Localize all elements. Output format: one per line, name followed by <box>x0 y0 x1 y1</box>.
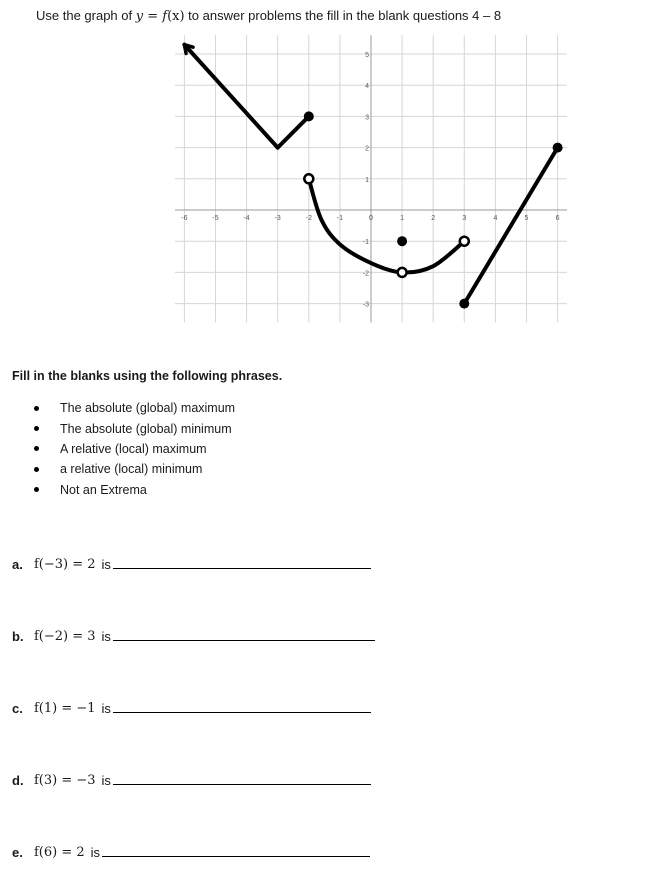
phrase-list <box>34 398 235 500</box>
y-tick-label: -3 <box>362 301 369 309</box>
answer-blank[interactable] <box>113 639 375 641</box>
phrase-item <box>34 480 235 500</box>
y-tick-label: 4 <box>365 83 369 91</box>
function-curve <box>309 176 465 273</box>
bullet-icon <box>34 446 39 451</box>
x-tick-label: -5 <box>212 215 219 222</box>
closed-point <box>459 299 469 309</box>
question-is: is <box>101 701 111 716</box>
question-b <box>12 629 375 644</box>
question-c <box>12 701 371 716</box>
y-tick-label: -1 <box>362 239 369 247</box>
bullet-icon <box>34 406 39 411</box>
x-tick-label: -3 <box>274 215 281 222</box>
graph-markers <box>184 45 562 309</box>
x-tick-label: -2 <box>305 215 312 222</box>
question-expression: f(−3) = 2 <box>34 557 96 572</box>
phrase-item <box>34 418 235 438</box>
phrase-item <box>34 459 235 479</box>
question-is: is <box>101 629 111 644</box>
open-point <box>398 268 407 277</box>
phrase-text: The absolute (global) maximum <box>60 401 236 416</box>
y-tick-label: 3 <box>365 114 369 122</box>
x-tick-label: 3 <box>462 215 467 222</box>
x-tick-label: 5 <box>524 215 529 222</box>
closed-point <box>304 111 314 121</box>
x-tick-label: -4 <box>243 215 250 222</box>
question-letter: d. <box>12 773 24 788</box>
x-tick-label: -6 <box>181 215 188 222</box>
answer-blank[interactable] <box>102 855 370 857</box>
intro-x: (x) <box>167 9 185 24</box>
x-tick-label: 0 <box>369 215 373 222</box>
phrase-text: A relative (local) maximum <box>60 441 207 456</box>
question-e <box>12 845 370 860</box>
function-curve <box>464 148 557 304</box>
question-a <box>12 557 371 572</box>
x-tick-label: 4 <box>493 215 498 222</box>
x-tick-label: 2 <box>431 215 436 222</box>
question-letter: a. <box>12 557 23 572</box>
question-is: is <box>90 845 101 860</box>
intro-f: f <box>162 9 168 24</box>
y-tick-label: 5 <box>365 52 369 59</box>
phrase-item <box>34 439 235 459</box>
question-letter: e. <box>12 845 23 860</box>
intro-prefix: Use the graph of <box>36 8 136 23</box>
question-expression: f(3) = −3 <box>34 773 96 788</box>
phrase-text: a relative (local) minimum <box>60 462 203 477</box>
y-tick-label: 1 <box>365 176 369 184</box>
closed-point <box>553 143 563 153</box>
intro-eq: = <box>143 9 163 24</box>
question-is: is <box>101 773 111 788</box>
question-expression: f(6) = 2 <box>34 845 85 860</box>
y-tick-label: -2 <box>362 270 369 278</box>
intro-suffix: to answer problems the fill in the blank questions 4 – 8 <box>184 8 502 23</box>
answer-blank[interactable] <box>113 711 371 713</box>
function-curve <box>184 45 277 148</box>
bullet-icon <box>34 487 39 492</box>
graph-tick-labels <box>181 52 559 309</box>
phrase-item <box>34 398 235 418</box>
answer-blank[interactable] <box>113 567 371 569</box>
instructions-heading: Fill in the blanks using the following phrases. <box>12 369 283 383</box>
bullet-icon <box>34 467 39 472</box>
question-expression: f(1) = −1 <box>34 701 96 716</box>
question-letter: c. <box>12 701 23 716</box>
question-is: is <box>101 557 111 572</box>
question-d <box>12 773 371 788</box>
open-point <box>460 237 469 246</box>
closed-point <box>397 236 407 246</box>
x-tick-label: 1 <box>400 215 405 222</box>
answer-blank[interactable] <box>113 783 371 785</box>
bullet-icon <box>34 426 39 431</box>
function-curve <box>278 116 309 147</box>
question-letter: b. <box>12 629 24 644</box>
phrase-text: Not an Extrema <box>60 482 147 497</box>
open-point <box>304 174 313 183</box>
x-tick-label: -1 <box>336 215 344 222</box>
y-tick-label: 2 <box>365 145 369 153</box>
question-expression: f(−2) = 3 <box>34 629 96 644</box>
phrase-text: The absolute (global) minimum <box>60 421 232 436</box>
intro-y: y <box>135 9 144 24</box>
x-tick-label: 6 <box>555 215 560 222</box>
